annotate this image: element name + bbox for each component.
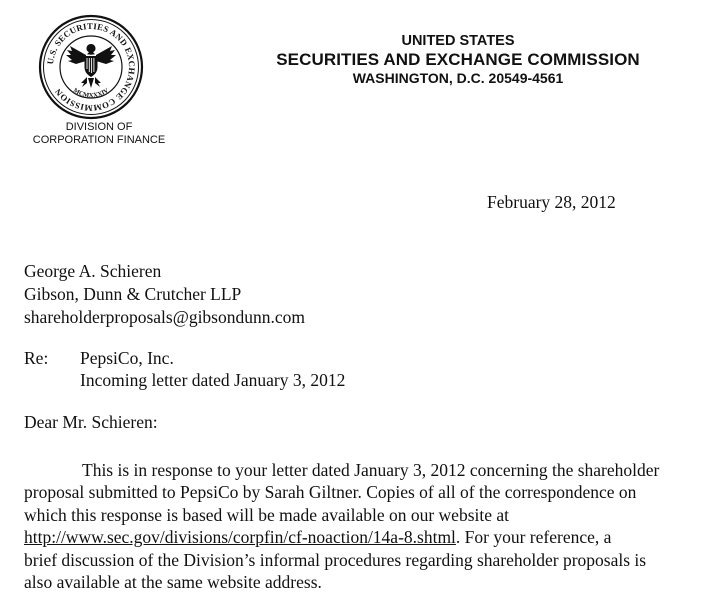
body-line-6: also available at the same website address. [24, 572, 322, 593]
letterhead-agency-name: SECURITIES AND EXCHANGE COMMISSION [276, 50, 640, 69]
sec-eagle-seal-icon [38, 14, 144, 120]
body-line-3: which this response is based will be made available on our website at [24, 504, 510, 525]
salutation: Dear Mr. Schieren: [24, 412, 158, 432]
letterhead [258, 33, 658, 87]
seal-ring-text: U.S. SECURITIES AND EXCHANGE COMMISSION [45, 20, 138, 114]
body-line-4-tail: . For your reference, a [455, 527, 612, 548]
division-line-2: CORPORATION FINANCE [32, 134, 166, 146]
addressee-name: George A. Schieren [24, 261, 162, 281]
website-link[interactable]: http://www.sec.gov/divisions/corpfin/cf-noaction/14a-8.shtml [24, 527, 456, 548]
letterhead-address: WASHINGTON, D.C. 20549-4561 [352, 70, 564, 86]
division-label [24, 121, 174, 147]
body-line-4 [24, 526, 724, 548]
letterhead-line-1: UNITED STATES [401, 33, 515, 49]
body-line-1: This is in response to your letter dated January 3, 2012 concerning the shareholder [82, 460, 660, 480]
body-line-2: proposal submitted to PepsiCo by Sarah Giltner. Copies of all of the correspondence on [24, 482, 637, 503]
letter-date: February 28, 2012 [487, 192, 616, 212]
seal-year-text: MCMXXXIV [71, 87, 111, 100]
re-incoming-letter: Incoming letter dated January 3, 2012 [80, 370, 346, 390]
re-company: PepsiCo, Inc. [80, 348, 174, 368]
re-lines [80, 347, 345, 391]
division-line-1: DIVISION OF [65, 121, 133, 133]
addressee-firm: Gibson, Dunn & Crutcher LLP [24, 284, 242, 304]
re-label: Re: [24, 348, 49, 368]
body-line-5: brief discussion of the Division’s informal procedures regarding shareholder proposals is [24, 549, 647, 570]
addressee-email: shareholderproposals@gibsondunn.com [24, 307, 305, 327]
letter-body [24, 459, 724, 593]
addressee-block [24, 260, 305, 329]
